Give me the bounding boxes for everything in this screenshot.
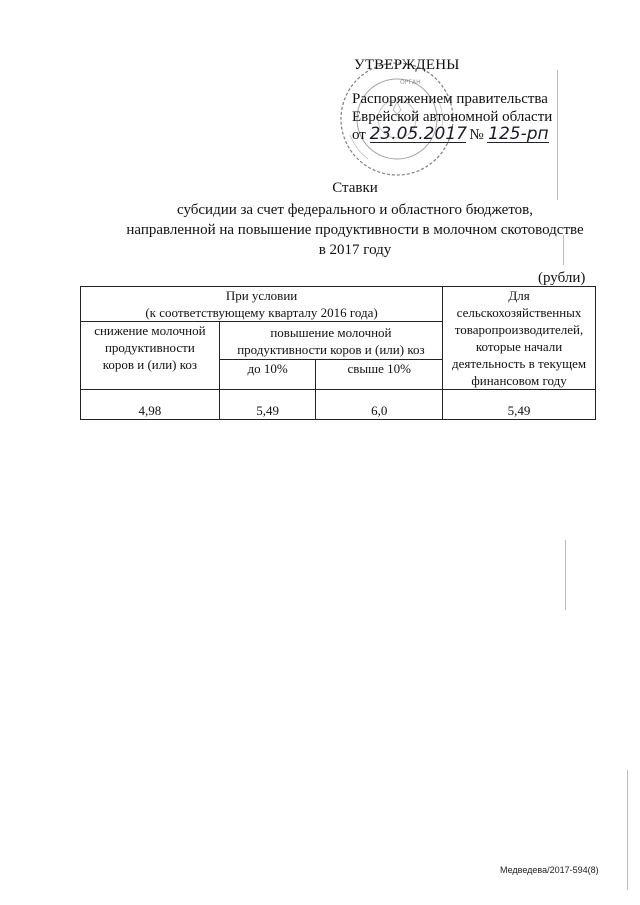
title-line-2: субсидии за счет федерального и областного бюджетов, [176, 202, 534, 218]
value-new-producers: 5,49 [443, 390, 596, 420]
header-increase-line-1: повышение молочной [270, 324, 392, 340]
stamp-text: ОРГАН [400, 79, 421, 86]
document-title [60, 178, 640, 260]
approval-heading: УТВЕРЖДЕНЫ [354, 57, 460, 73]
value-decrease: 4,98 [81, 390, 220, 420]
header-new-line-3: товаропроизводителей, [454, 322, 584, 337]
title-line-4: в 2017 году [318, 242, 392, 258]
approval-line-2: Еврейской автономной области [352, 109, 553, 125]
header-condition [81, 287, 443, 322]
value-over-10: 6,0 [316, 390, 443, 420]
header-upto-10: до 10% [219, 360, 316, 390]
header-new-line-6: финансовом году [471, 373, 567, 388]
value-upto-10: 5,49 [219, 390, 316, 420]
header-new-producers [443, 287, 596, 390]
approval-number: 125-рп [488, 124, 549, 144]
header-decrease-line-2: продуктивности [104, 340, 195, 355]
title-line-3: направленной на повышение продуктивности в молочном скотоводстве [126, 222, 584, 238]
header-over-10: свыше 10% [316, 360, 443, 390]
title-line-1: Ставки [332, 180, 378, 196]
header-decrease-line-1: снижение молочной [94, 323, 206, 338]
units-label: (рубли) [538, 270, 586, 286]
scan-artifact [627, 770, 628, 890]
approval-date: 23.05.2017 [369, 124, 467, 144]
scan-artifact [565, 540, 566, 610]
rates-table [80, 286, 596, 420]
document-footer-code: Медведева/2017-594(8) [500, 865, 599, 875]
header-new-line-5: деятельность в текущем [451, 356, 587, 371]
header-new-line-4: которые начали [475, 339, 563, 354]
approval-line-1: Распоряжением правительства [352, 91, 548, 107]
approval-block [352, 56, 552, 144]
approval-date-line [352, 126, 552, 144]
header-decrease [81, 322, 220, 390]
header-decrease-line-3: коров и (или) коз [102, 357, 198, 372]
header-increase [219, 322, 442, 360]
header-condition-line-2: (к соответствующему кварталу 2016 года) [145, 305, 378, 320]
number-prefix: № [469, 127, 484, 143]
header-increase-line-2: продуктивности коров и (или) коз [237, 341, 425, 357]
header-new-line-2: сельскохозяйственных [456, 305, 582, 320]
header-condition-line-1: При условии [225, 288, 298, 303]
header-new-line-1: Для [508, 288, 530, 303]
date-prefix: от [352, 127, 366, 143]
